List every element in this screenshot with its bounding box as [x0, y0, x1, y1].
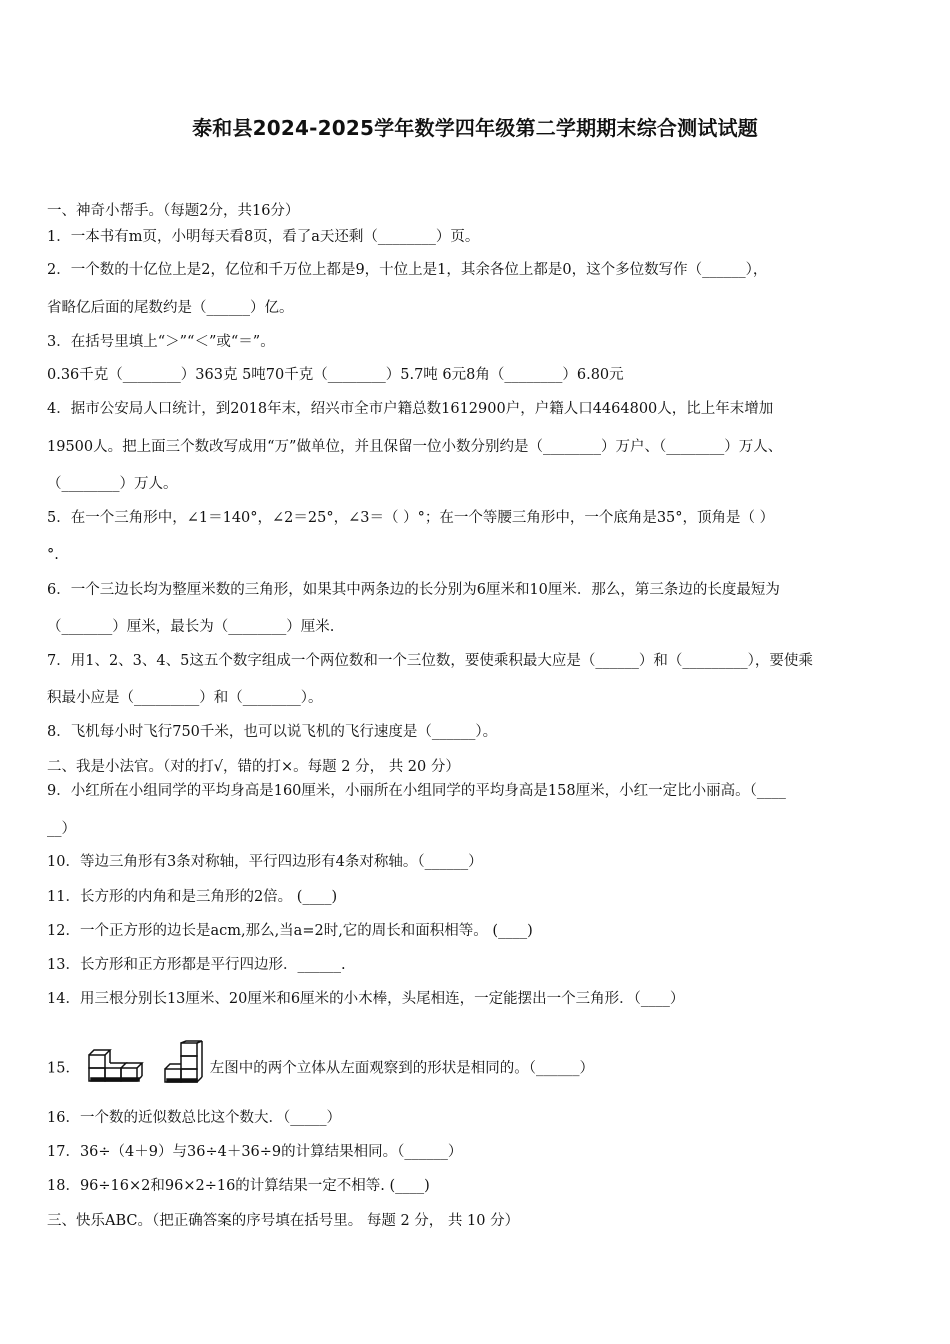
- question-12: 12．一个正方形的边长是acm,那么,当a=2时,它的周长和面积相等。 (____): [47, 923, 533, 939]
- question-16: 16．一个数的近似数总比这个数大．（_____）: [47, 1110, 341, 1126]
- question-5: 5．在一个三角形中，∠1＝140°，∠2＝25°，∠3＝（ ）°；在一个等腰三角形中，一个底角是35°，顶角是（ ）: [47, 510, 775, 526]
- cube-figure-right: [161, 1040, 205, 1097]
- question-11: 11．长方形的内角和是三角形的2倍。 (____): [47, 889, 338, 905]
- question-2: 2．一个数的十亿位上是2，亿位和千万位上都是9，十位上是1，其余各位上都是0，这个多位数写作（______），: [47, 262, 768, 278]
- question-2-cont: 省略亿后面的尾数约是（______）亿。: [47, 300, 294, 316]
- question-6: 6．一个三边长均为整厘米数的三角形，如果其中两条边的长分别为6厘米和10厘米．那么，第三条边的长度最短为: [47, 582, 780, 598]
- question-4-cont: 19500人。把上面三个数改写成用“万”做单位，并且保留一位小数分别约是（________）万户、（________）万人、: [47, 439, 783, 455]
- section-heading-2: 二、我是小法官。（对的打√，错的打×。每题 2 分， 共 20 分）: [47, 759, 460, 775]
- question-14: 14．用三根分别长13厘米、20厘米和6厘米的小木棒，头尾相连，一定能摆出一个三角形．（____）: [47, 991, 685, 1007]
- question-3-items: 0.36千克（________）363克 5吨70千克（________）5.7吨 6元8角（________）6.80元: [47, 367, 624, 383]
- question-15-number: 15．: [47, 1060, 80, 1077]
- question-4: 4．据市公安局人口统计，到2018年末，绍兴市全市户籍总数1612900户，户籍人口4464800人，比上年末增加: [47, 401, 774, 417]
- question-17: 17．36÷（4＋9）与36÷4＋36÷9的计算结果相同。（______）: [47, 1144, 463, 1160]
- question-4-cont2: （________）万人。: [47, 476, 178, 492]
- section-heading-3: 三、快乐ABC。（把正确答案的序号填在括号里。 每题 2 分， 共 10 分）: [47, 1213, 520, 1229]
- question-15: [47, 1040, 595, 1077]
- question-6-cont: （_______）厘米，最长为（________）厘米.: [47, 619, 335, 635]
- question-7-cont: 积最小应是（_________）和（________）。: [47, 690, 323, 706]
- question-9-cont: __）: [47, 821, 76, 837]
- question-18: 18．96÷16×2和96×2÷16的计算结果一定不相等. (____): [47, 1178, 430, 1194]
- question-10: 10．等边三角形有3条对称轴，平行四边形有4条对称轴。（______）: [47, 854, 483, 870]
- page-title: 泰和县2024-2025学年数学四年级第二学期期末综合测试试题: [192, 116, 758, 140]
- question-9: 9．小红所在小组同学的平均身高是160厘米，小丽所在小组同学的平均身高是158厘米，小红一定比小丽高。（____: [47, 783, 786, 799]
- cube-figure-left: [85, 1042, 149, 1095]
- question-13: 13．长方形和正方形都是平行四边形．______.: [47, 957, 346, 973]
- question-8: 8．飞机每小时飞行750千米，也可以说飞机的飞行速度是（______）。: [47, 724, 498, 740]
- question-5-cont: °.: [47, 547, 59, 563]
- question-3: 3．在括号里填上“＞”“＜”或“＝”。: [47, 334, 275, 350]
- section-heading-1: 一、神奇小帮手。（每题2分，共16分）: [47, 203, 300, 219]
- question-1: 1．一本书有m页，小明每天看8页，看了a天还剩（________）页。: [47, 229, 480, 245]
- question-15-text: 左图中的两个立体从左面观察到的形状是相同的。（______）: [209, 1060, 595, 1077]
- question-7: 7．用1、2、3、4、5这五个数字组成一个两位数和一个三位数，要使乘积最大应是（______）和（_________），要使乘: [47, 653, 813, 669]
